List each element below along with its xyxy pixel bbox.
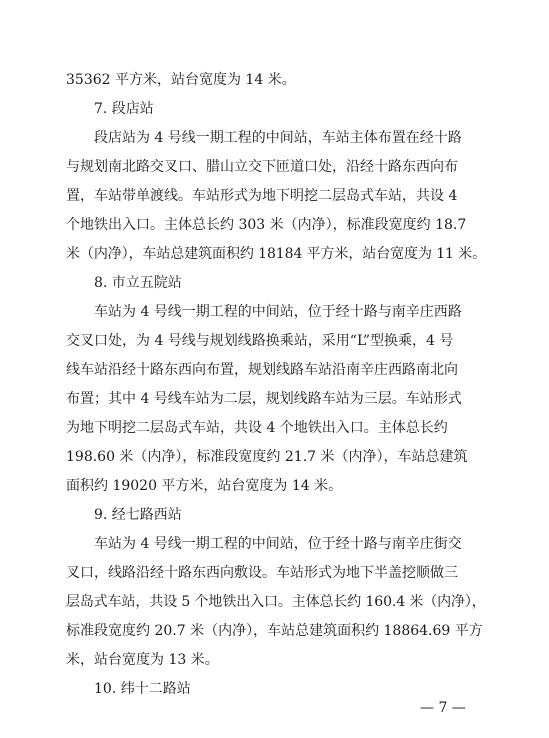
paragraph-line: 交叉口处，为 4 号线与规划线路换乘站，采用“L”型换乘，4 号 [66, 333, 454, 349]
paragraph-line: 个地铁出入口。主体总长约 303 米（内净），标准段宽度约 18.7 [66, 217, 467, 233]
section-heading: 10. 纬十二路站 [94, 681, 191, 697]
paragraph-line: 层岛式车站，共设 5 个地铁出入口。主体总长约 160.4 米（内净）， [66, 594, 486, 610]
paragraph-line: 为地下明挖二层岛式车站，共设 4 个地铁出入口。主体总长约 [66, 420, 448, 436]
paragraph-line: 置，车站带单渡线。车站形式为地下明挖二层岛式车站，共设 4 [66, 188, 458, 204]
paragraph-line: 米（内净），车站总建筑面积约 18184 平方米，站台宽度为 11 米。 [66, 246, 487, 262]
paragraph-line: 车站为 4 号线一期工程的中间站，位于经十路与南辛庄西路 [94, 304, 462, 320]
paragraph-line: 标准段宽度约 20.7 米（内净），车站总建筑面积约 18864.69 平方 [66, 623, 483, 639]
paragraph-line: 米，站台宽度为 13 米。 [66, 652, 219, 668]
page-number: — 7 — [420, 700, 466, 716]
text-line: 35362 平方米，站台宽度为 14 米。 [66, 72, 296, 88]
paragraph-line: 叉口，线路沿经十路东西向敷设。车站形式为地下半盖挖顺做三 [66, 565, 458, 581]
paragraph-line: 198.60 米（内净），标准段宽度约 21.7 米（内净），车站总建筑 [66, 449, 468, 465]
section-heading: 7. 段店站 [94, 101, 154, 117]
paragraph-line: 段店站为 4 号线一期工程的中间站，车站主体布置在经十路 [94, 130, 462, 146]
paragraph-line: 与规划南北路交叉口、腊山立交下匝道口处，沿经十路东西向布 [66, 159, 458, 175]
paragraph-line: 布置；其中 4 号线车站为二层，规划线路车站为三层。车站形式 [66, 391, 462, 407]
paragraph-line: 车站为 4 号线一期工程的中间站，位于经十路与南辛庄街交 [94, 536, 462, 552]
section-heading: 8. 市立五院站 [94, 275, 182, 291]
section-heading: 9. 经七路西站 [94, 507, 182, 523]
paragraph-line: 面积约 19020 平方米，站台宽度为 14 米。 [66, 478, 343, 494]
paragraph-line: 线车站沿经十路东西向布置，规划线路车站沿南辛庄西路南北向 [66, 362, 458, 378]
